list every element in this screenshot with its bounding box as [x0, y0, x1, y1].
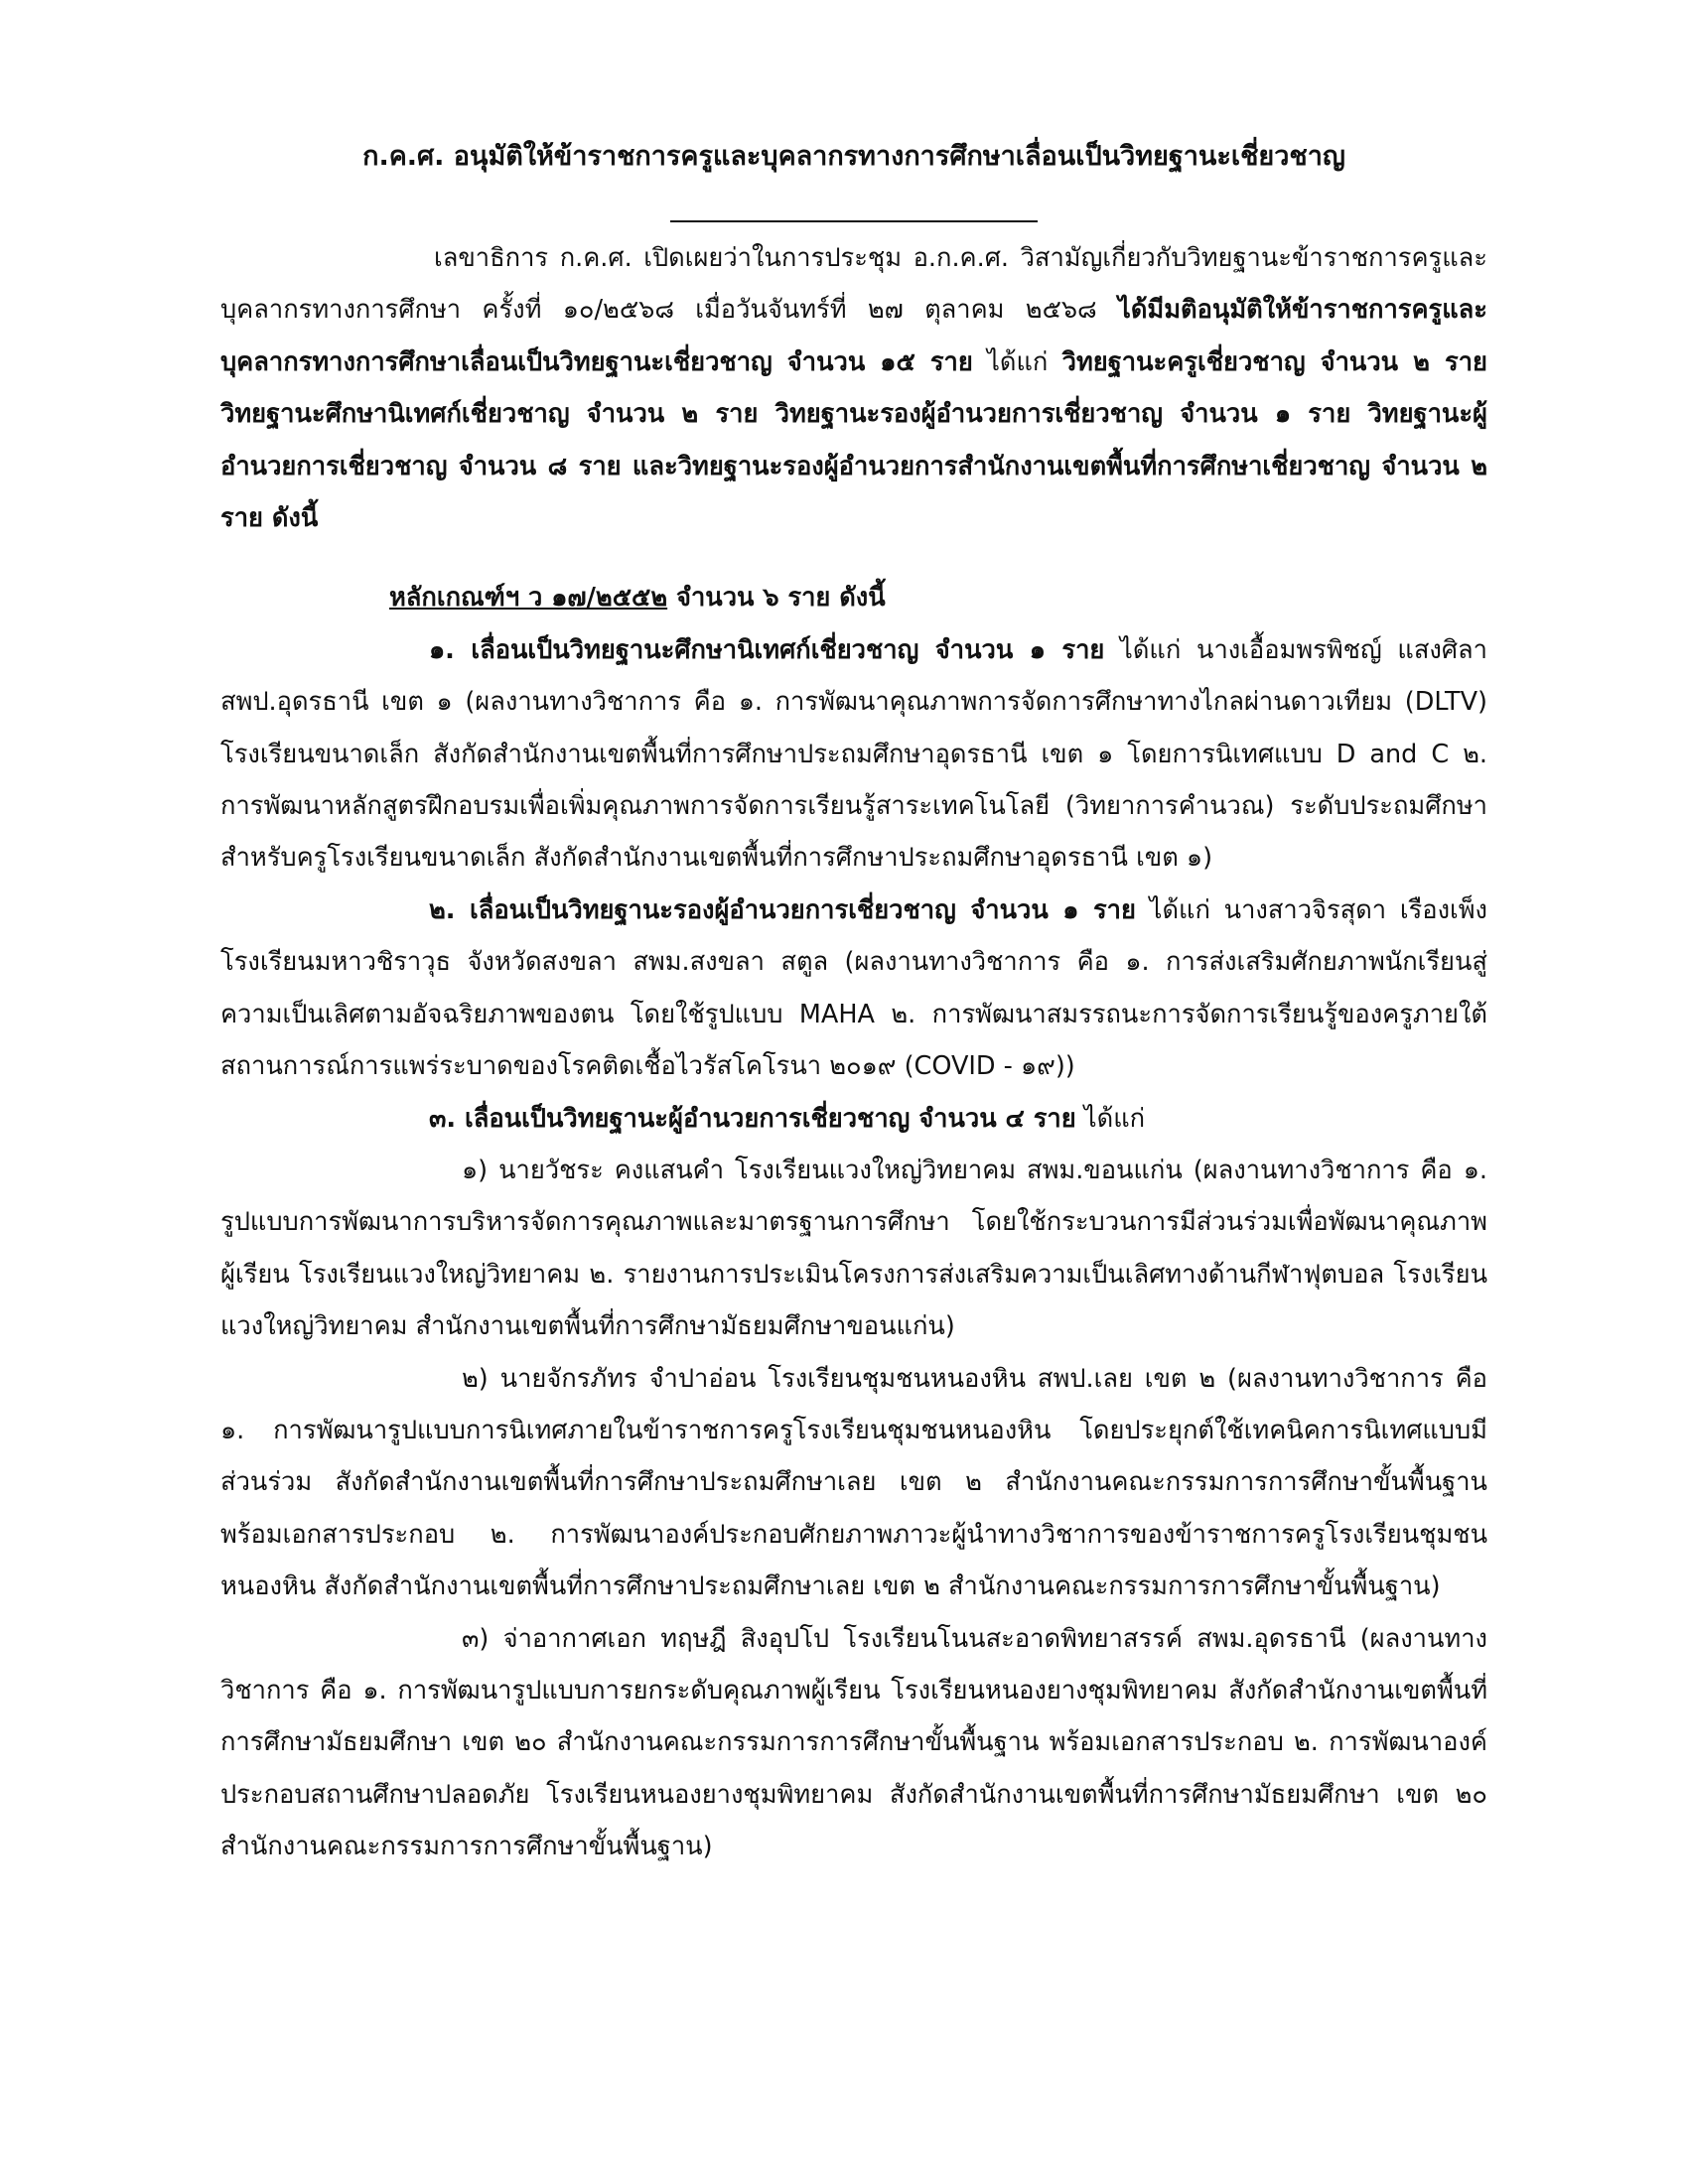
list-item: [220, 885, 1487, 1093]
intro-bold-resolution: ได้มีมติอนุมัติให้ข้าราชการครูและบุคลากรทางการศึกษาเลื่อนเป็นวิทยฐานะเชี่ยวชาญ จำนวน ๑๕ ราย: [220, 295, 1487, 377]
intro-lead: เลขาธิการ ก.ค.ศ. เปิดเผยว่าในการประชุม อ.ก.ค.ศ. วิสามัญเกี่ยวกับวิทยฐานะข้าราชการครูและบุคลากรทางการศึกษา ครั้งที่ ๑๐/๒๕๖๘ เมื่อวันจันทร์ที่ ๒๗ ตุลาคม ๒๕๖๘: [220, 243, 1487, 326]
intro-plain: ได้แก่: [972, 346, 1062, 377]
criteria-label: หลักเกณฑ์ฯ ว ๑๗/๒๕๕๒: [389, 583, 668, 614]
item-heading: ๒. เลื่อนเป็นวิทยฐานะรองผู้อำนวยการเชี่ยวชาญ จำนวน ๑ ราย: [429, 894, 1136, 925]
criteria-count: จำนวน ๖ ราย ดังนี้: [667, 583, 886, 614]
item-heading: ๑. เลื่อนเป็นวิทยฐานะศึกษานิเทศก์เชี่ยวชาญ จำนวน ๑ ราย: [429, 634, 1105, 665]
title-divider: [670, 220, 1038, 222]
item-text: ได้แก่ นางสาวจิรสุดา เรืองเพ็งโรงเรียนมหาวชิราวุธ จังหวัดสงขลา สพม.สงขลา สตูล (ผลงานทางวิชาการ คือ ๑. การส่งเสริมศักยภาพนักเรียนสู่ความเป็นเลิศตามอัจฉริยภาพของตน โดยใช้รูปแบบ MAHA ๒. การพัฒนาสมรรถนะการจัดการเรียนรู้ของครูภายใต้สถานการณ์การแพร่ระบาดของโรคติดเชื้อไวรัสโคโรนา ๒๐๑๙ (COVID - ๑๙)): [220, 894, 1488, 1082]
item-heading: ๓. เลื่อนเป็นวิทยฐานะผู้อำนวยการเชี่ยวชาญ จำนวน ๔ ราย: [429, 1103, 1076, 1134]
sub-list-item: ๒) นายจักรภัทร จำปาอ่อน โรงเรียนชุมชนหนองหิน สพป.เลย เขต ๒ (ผลงานทางวิชาการ คือ ๑. การพัฒนารูปแบบการนิเทศภายในข้าราชการครูโรงเรียนชุมชนหนองหิน โดยประยุกต์ใช้เทคนิคการนิเทศแบบมีส่วนร่วม สังกัดสำนักงานเขตพื้นที่การศึกษาประถมศึกษาเลย เขต ๒ สำนักงานคณะกรรมการการศึกษาขั้นพื้นฐานพร้อมเอกสารประกอบ ๒. การพัฒนาองค์ประกอบศักยภาพภาวะผู้นำทางวิชาการของข้าราชการครูโรงเรียนชุมชนหนองหิน สังกัดสำนักงานเขตพื้นที่การศึกษาประถมศึกษาเลย เขต ๒ สำนักงานคณะกรรมการการศึกษาขั้นพื้นฐาน): [220, 1363, 1487, 1602]
sub-list-item: ๑) นายวัชระ คงแสนคำ โรงเรียนแวงใหญ่วิทยาคม สพม.ขอนแก่น (ผลงานทางวิชาการ คือ ๑. รูปแบบการพัฒนาการบริหารจัดการคุณภาพและมาตรฐานการศึกษา โดยใช้กระบวนการมีส่วนร่วมเพื่อพัฒนาคุณภาพผู้เรียน โรงเรียนแวงใหญ่วิทยาคม ๒. รายงานการประเมินโครงการส่งเสริมความเป็นเลิศทางด้านกีฬาฟุตบอล โรงเรียนแวงใหญ่วิทยาคม สำนักงานเขตพื้นที่การศึกษามัธยมศึกษาขอนแก่น): [220, 1155, 1487, 1342]
criteria-heading: [220, 572, 1487, 623]
document-page: [220, 129, 1487, 1873]
list-item: [220, 1093, 1487, 1145]
intro-bold-breakdown: วิทยฐานะครูเชี่ยวชาญ จำนวน ๒ ราย วิทยฐานะศึกษานิเทศก์เชี่ยวชาญ จำนวน ๒ ราย วิทยฐานะรองผู้อำนวยการเชี่ยวชาญ จำนวน ๑ ราย วิทยฐานะผู้อำนวยการเชี่ยวชาญ จำนวน ๘ ราย และวิทยฐานะรองผู้อำนวยการสำนักงานเขตพื้นที่การศึกษาเชี่ยวชาญ จำนวน ๒ ราย ดังนี้: [220, 346, 1487, 534]
item-text: ได้แก่: [1075, 1103, 1146, 1134]
sub-list-item: ๓) จ่าอากาศเอก ทฤษฎี สิงอุปโป โรงเรียนโนนสะอาดพิทยาสรรค์ สพม.อุดรธานี (ผลงานทางวิชาการ คือ ๑. การพัฒนารูปแบบการยกระดับคุณภาพผู้เรียน โรงเรียนหนองยางชุมพิทยาคม สังกัดสำนักงานเขตพื้นที่การศึกษามัธยมศึกษา เขต ๒๐ สำนักงานคณะกรรมการการศึกษาขั้นพื้นฐาน พร้อมเอกสารประกอบ ๒. การพัฒนาองค์ประกอบสถานศึกษาปลอดภัย โรงเรียนหนองยางชุมพิทยาคม สังกัดสำนักงานเขตพื้นที่การศึกษามัธยมศึกษา เขต ๒๐ สำนักงานคณะกรรมการการศึกษาขั้นพื้นฐาน): [220, 1623, 1487, 1862]
item-text: ได้แก่ นางเอื้อมพรพิชญ์ แสงศิลา สพป.อุดรธานี เขต ๑ (ผลงานทางวิชาการ คือ ๑. การพัฒนาคุณภาพการจัดการศึกษาทางไกลผ่านดาวเทียม (DLTV) โรงเรียนขนาดเล็ก สังกัดสำนักงานเขตพื้นที่การศึกษาประถมศึกษาอุดรธานี เขต ๑ โดยการนิเทศแบบ D and C ๒. การพัฒนาหลักสูตรฝึกอบรมเพื่อเพิ่มคุณภาพการจัดการเรียนรู้สาระเทคโนโลยี (วิทยาการคำนวณ) ระดับประถมศึกษา สำหรับครูโรงเรียนขนาดเล็ก สังกัดสำนักงานเขตพื้นที่การศึกษาประถมศึกษาอุดรธานี เขต ๑): [220, 634, 1487, 874]
intro-paragraph: [220, 232, 1487, 544]
document-title: ก.ค.ศ. อนุมัติให้ข้าราชการครูและบุคลากรทางการศึกษาเลื่อนเป็นวิทยฐานะเชี่ยวชาญ: [362, 141, 1345, 172]
list-item: [220, 624, 1487, 885]
